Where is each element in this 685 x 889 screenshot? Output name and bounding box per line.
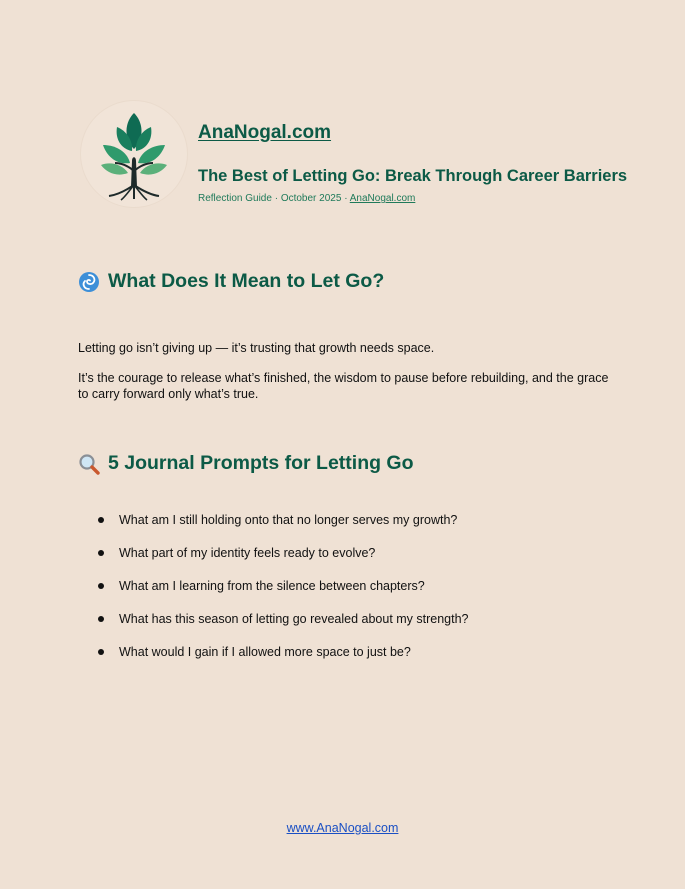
footer <box>0 821 685 835</box>
document-title: The Best of Letting Go: Break Through Career Barriers <box>198 167 628 185</box>
prompts-section-heading <box>78 452 414 475</box>
journal-prompts-list <box>78 512 618 677</box>
prompt-text: What would I gain if I allowed more space to just be? <box>119 645 411 659</box>
prompt-text: What am I still holding onto that no longer serves my growth? <box>119 513 458 527</box>
cyclone-emoji-icon <box>78 271 100 293</box>
list-item <box>78 644 618 677</box>
meaning-paragraph-2: It’s the courage to release what’s finished, the wisdom to pause before rebuilding, and the grace to carry forward only what’s true. <box>78 371 609 401</box>
footer-website-link[interactable]: www.AnaNogal.com <box>286 821 399 835</box>
header <box>81 101 641 211</box>
prompts-heading-text: 5 Journal Prompts for Letting Go <box>108 452 414 474</box>
magnifying-glass-emoji-icon <box>78 453 100 475</box>
bullet-icon <box>98 517 104 523</box>
prompt-text: What has this season of letting go revealed about my strength? <box>119 612 469 626</box>
list-item <box>78 611 618 644</box>
document-meta <box>198 193 415 204</box>
tree-logo-icon <box>81 101 187 207</box>
list-item <box>78 512 618 545</box>
list-item <box>78 545 618 578</box>
site-name-link[interactable]: AnaNogal.com <box>198 122 332 143</box>
prompt-text: What part of my identity feels ready to evolve? <box>119 546 376 560</box>
bullet-icon <box>98 649 104 655</box>
meta-site-link[interactable]: AnaNogal.com <box>349 193 416 204</box>
bullet-icon <box>98 550 104 556</box>
meaning-section-heading <box>78 270 384 293</box>
list-item <box>78 578 618 611</box>
bullet-icon <box>98 583 104 589</box>
meaning-paragraph-1: Letting go isn’t giving up — it’s trusting that growth needs space. <box>78 341 435 355</box>
meaning-heading-text: What Does It Mean to Let Go? <box>108 270 385 292</box>
meta-text: Reflection Guide · October 2025 · <box>198 193 350 204</box>
prompt-text: What am I learning from the silence between chapters? <box>119 579 425 593</box>
bullet-icon <box>98 616 104 622</box>
